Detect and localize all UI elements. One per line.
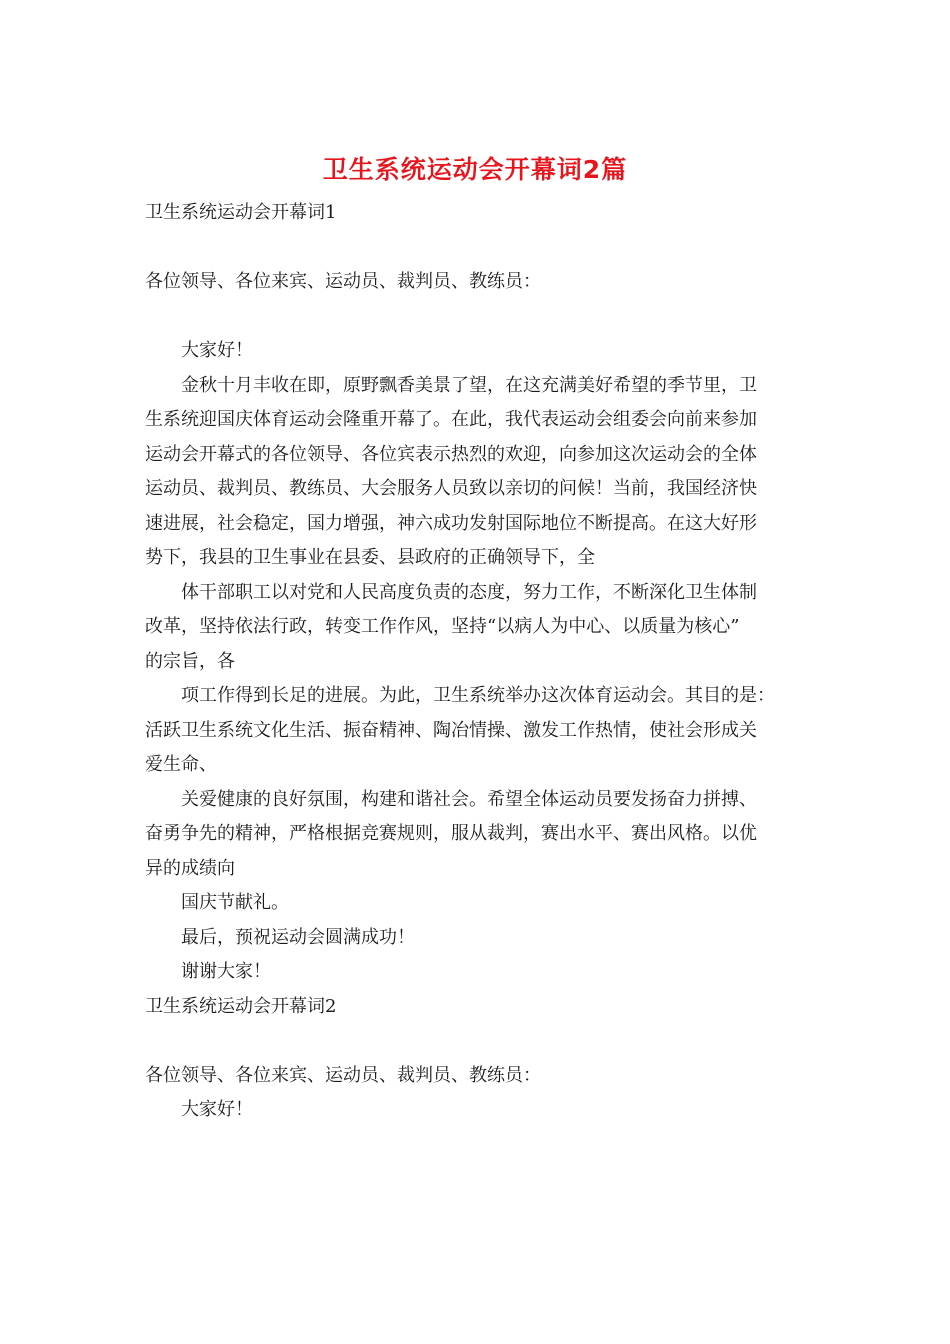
salutation: 各位领导、各位来宾、运动员、裁判员、教练员：: [145, 1064, 541, 1086]
text-line: 体干部职工以对党和人民高度负责的态度，努力工作，不断深化卫生体制: [181, 581, 757, 603]
document-title: 卫生系统运动会开幕词2篇: [322, 155, 628, 184]
text-line: 改革，坚持依法行政，转变工作作风，坚持“以病人为中心、以质量为核心”: [145, 616, 740, 637]
text-line: 谢谢大家！: [181, 961, 271, 982]
text-line: 的宗旨，各: [145, 650, 235, 672]
document-body: [145, 196, 810, 1128]
section-heading: 卫生系统运动会开幕词1: [145, 202, 337, 223]
text-line: 势下，我县的卫生事业在县委、县政府的正确领导下，全: [145, 547, 595, 568]
blank-line: [145, 1024, 810, 1059]
text-line: 运动员、裁判员、教练员、大会服务人员致以亲切的问候！当前，我国经济快: [145, 478, 757, 499]
text-line: 奋勇争先的精神，严格根据竞赛规则，服从裁判，赛出水平、赛出风格。以优: [145, 823, 757, 844]
greeting: 大家好！: [181, 340, 253, 361]
salutation: 各位领导、各位来宾、运动员、裁判员、教练员：: [145, 271, 541, 292]
text-line: 运动会开幕式的各位领导、各位宾表示热烈的欢迎，向参加这次运动会的全体: [145, 443, 757, 465]
text-line: 关爱健康的良好氛围，构建和谐社会。希望全体运动员要发扬奋力拼搏、: [181, 788, 757, 810]
greeting: 大家好！: [181, 1099, 253, 1120]
section-heading: 卫生系统运动会开幕词2: [145, 995, 337, 1017]
text-line: 金秋十月丰收在即，原野飘香美景了望，在这充满美好希望的季节里，卫: [181, 374, 757, 396]
text-line: 速进展，社会稳定，国力增强，神六成功发射国际地位不断提高。在这大好形: [145, 512, 757, 534]
text-line: 爱生命、: [145, 754, 217, 775]
text-line: 活跃卫生系统文化生活、振奋精神、陶冶情操、激发工作热情，使社会形成关: [145, 719, 757, 741]
text-line: 异的成绩向: [145, 857, 235, 879]
blank-line: [145, 300, 810, 335]
text-line: 生系统迎国庆体育运动会隆重开幕了。在此，我代表运动会组委会向前来参加: [145, 409, 757, 430]
text-line: 项工作得到长足的进展。为此，卫生系统举办这次体育运动会。其目的是：: [181, 685, 775, 706]
text-line: 最后，预祝运动会圆满成功！: [181, 926, 415, 948]
text-line: 国庆节献礼。: [181, 892, 289, 913]
blank-line: [145, 231, 810, 266]
